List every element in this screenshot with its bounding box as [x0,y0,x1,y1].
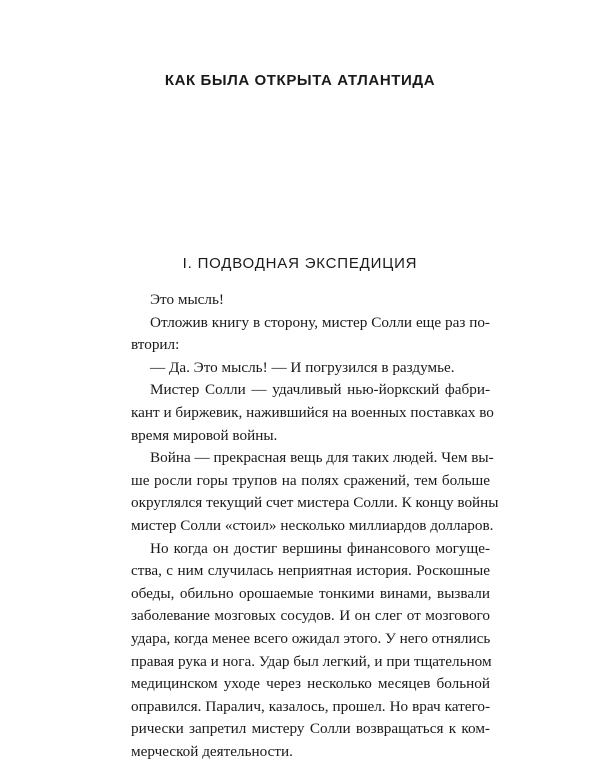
text-line: округлялся текущий счет мистера Солли. К концу войны [131,494,499,512]
text-line: ства, с ним случилась неприятная история. Роскошные [131,562,490,580]
text-line: Это мысль! [150,291,224,308]
text-line: Война — прекрасная вещь для таких людей. Чем вы- [150,449,494,467]
text-line: правая рука и нога. Удар был легкий, и при тщательном [131,652,492,670]
section-title: I. ПОДВОДНАЯ ЭКСПЕДИЦИЯ [182,255,418,272]
text-line: Но когда он достиг вершины финансового могуще- [150,539,490,557]
text-line: оправился. Паралич, казалось, прошел. Но врач катего- [131,697,490,715]
text-line: удара, когда менее всего ожидал этого. У него отнялись [131,629,491,647]
text-line: заболевание мозговых сосудов. И он слег от мозгового [131,607,490,625]
paragraph [112,538,490,763]
paragraph [112,312,490,357]
paragraph [112,357,490,380]
text-line: мерческой деятельности. [131,742,293,760]
text-line: время мировой войны. [131,426,278,444]
text-line: рически запретил мистеру Солли возвращаться к ком- [131,720,490,738]
paragraph [112,289,490,312]
paragraph [112,379,494,447]
text-line: — Да. Это мысль! — И погрузился в раздумье. [150,358,455,376]
text-line: ше росли горы трупов на полях сражений, тем больше [131,471,490,489]
text-line: Отложив книгу в сторону, мистер Солли еще раз по- [150,313,490,331]
text-line: медицинском уходе через несколько месяцев больной [131,675,490,693]
text-line: Мистер Солли — удачливый нью-йоркский фабри- [150,381,490,399]
body-text [112,289,499,763]
paragraph [112,447,499,537]
text-line: обеды, обильно орошаемые тонкими винами, вызвали [131,584,490,602]
text-line: мистер Солли «стоил» несколько миллиардов долларов. [131,516,494,534]
text-line: кант и биржевик, нажившийся на военных поставках во [131,403,494,421]
chapter-title: КАК БЫЛА ОТКРЫТА АТЛАНТИДА [164,72,436,89]
text-line: вторил: [131,336,180,354]
